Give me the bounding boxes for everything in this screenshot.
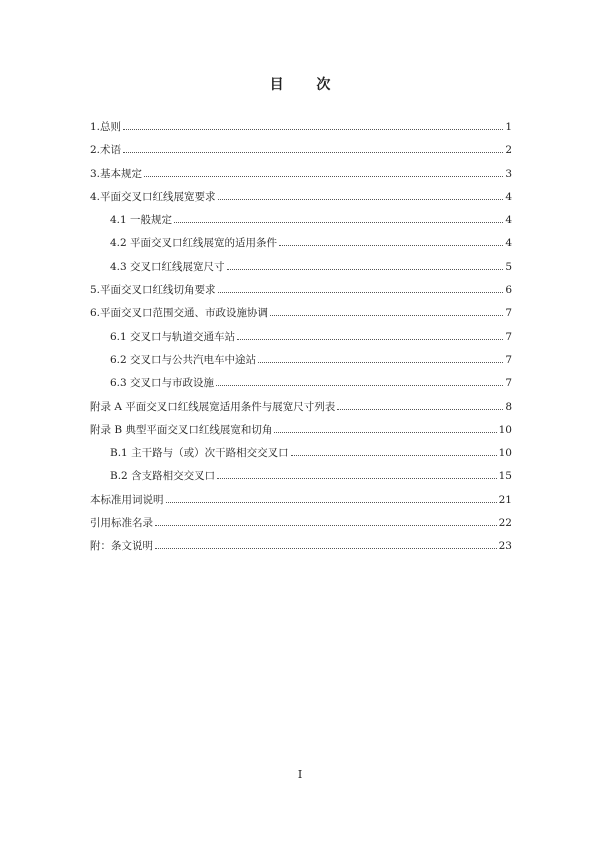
toc-entry[interactable] — [90, 279, 512, 302]
toc-entry[interactable] — [90, 442, 512, 465]
toc-entry-page: 2 — [505, 144, 512, 157]
toc-entry-label: 6.平面交叉口范围交通、市政设施协调 — [90, 307, 269, 320]
toc-leader-dots — [155, 548, 497, 549]
toc-entry-label: 4.平面交叉口红线展宽要求 — [90, 190, 216, 203]
toc-entry[interactable] — [90, 163, 512, 186]
toc-entry-page: 3 — [505, 167, 512, 180]
toc-entry-page: 4 — [505, 190, 512, 203]
toc-entry[interactable] — [90, 349, 512, 372]
toc-leader-dots — [291, 455, 497, 456]
toc-entry[interactable] — [90, 372, 512, 395]
toc-entry-label: B.2 含支路相交交叉口 — [110, 470, 216, 483]
toc-entry[interactable] — [90, 535, 512, 558]
toc-entry-page: 7 — [505, 353, 512, 366]
toc-entry[interactable] — [90, 139, 512, 162]
page-title: 目 次 — [269, 77, 345, 93]
toc-leader-dots — [218, 199, 504, 200]
toc-leader-dots — [123, 152, 503, 153]
toc-entry-label: 5.平面交叉口红线切角要求 — [90, 284, 216, 297]
toc-leader-dots — [270, 315, 503, 316]
toc-entry[interactable] — [90, 186, 512, 209]
toc-entry-label: 本标准用词说明 — [90, 493, 164, 506]
toc-entry[interactable] — [90, 232, 512, 255]
toc-entry[interactable] — [90, 116, 512, 139]
toc-entry-label: 1.总则 — [90, 121, 122, 133]
toc-leader-dots — [227, 269, 504, 270]
toc-leader-dots — [258, 362, 503, 363]
toc-entry-page: 5 — [505, 260, 512, 273]
toc-entry-page: 10 — [498, 423, 512, 436]
toc-entry-page: 7 — [505, 307, 512, 320]
toc-entry-page: 15 — [498, 470, 512, 483]
toc-entry-page: 6 — [505, 284, 512, 297]
toc-entry-page: 10 — [498, 447, 512, 460]
table-of-contents — [90, 116, 512, 559]
toc-entry-label: 4.3 交叉口红线展宽尺寸 — [110, 260, 225, 273]
toc-leader-dots — [279, 245, 503, 246]
toc-entry-label: 附录 B 典型平面交叉口红线展宽和切角 — [90, 423, 273, 436]
toc-leader-dots — [218, 292, 504, 293]
toc-entry-label: 引用标准名录 — [90, 517, 153, 530]
toc-entry[interactable] — [90, 465, 512, 488]
toc-entry-label: 6.3 交叉口与市政设施 — [110, 377, 215, 390]
toc-entry-page: 1 — [505, 121, 512, 133]
toc-entry[interactable] — [90, 302, 512, 325]
toc-entry-label: 3.基本规定 — [90, 167, 143, 180]
toc-entry-page: 4 — [505, 237, 512, 250]
toc-entry-label: 附：条文说明 — [90, 540, 153, 553]
toc-leader-dots — [216, 385, 503, 386]
toc-entry-page: 7 — [505, 377, 512, 390]
toc-entry[interactable] — [90, 326, 512, 349]
toc-entry-label: 4.1 一般规定 — [110, 214, 173, 227]
toc-entry-page: 7 — [505, 330, 512, 343]
toc-leader-dots — [217, 478, 497, 479]
toc-leader-dots — [274, 432, 496, 433]
toc-entry[interactable] — [90, 396, 512, 419]
toc-leader-dots — [337, 409, 503, 410]
toc-entry-page: 8 — [505, 400, 512, 413]
toc-entry-label: 4.2 平面交叉口红线展宽的适用条件 — [110, 237, 278, 250]
toc-entry[interactable] — [90, 209, 512, 232]
toc-entry[interactable] — [90, 256, 512, 279]
toc-entry-label: B.1 主干路与（或）次干路相交交叉口 — [110, 447, 289, 460]
toc-entry-page: 4 — [505, 214, 512, 227]
toc-leader-dots — [166, 502, 497, 503]
toc-leader-dots — [237, 339, 503, 340]
toc-entry-label: 2.术语 — [90, 144, 122, 157]
page-number: I — [297, 768, 303, 781]
toc-entry[interactable] — [90, 489, 512, 512]
toc-entry-page: 21 — [498, 493, 512, 506]
toc-entry-page: 23 — [498, 540, 512, 553]
toc-leader-dots — [123, 129, 503, 130]
toc-entry-label: 附录 A 平面交叉口红线展宽适用条件与展宽尺寸列表 — [90, 400, 336, 413]
toc-entry-label: 6.2 交叉口与公共汽电车中途站 — [110, 353, 257, 366]
toc-entry[interactable] — [90, 419, 512, 442]
toc-entry-label: 6.1 交叉口与轨道交通车站 — [110, 330, 236, 343]
toc-entry[interactable] — [90, 512, 512, 535]
toc-leader-dots — [174, 222, 503, 223]
toc-leader-dots — [155, 525, 497, 526]
toc-entry-page: 22 — [498, 517, 512, 530]
toc-leader-dots — [144, 176, 503, 177]
